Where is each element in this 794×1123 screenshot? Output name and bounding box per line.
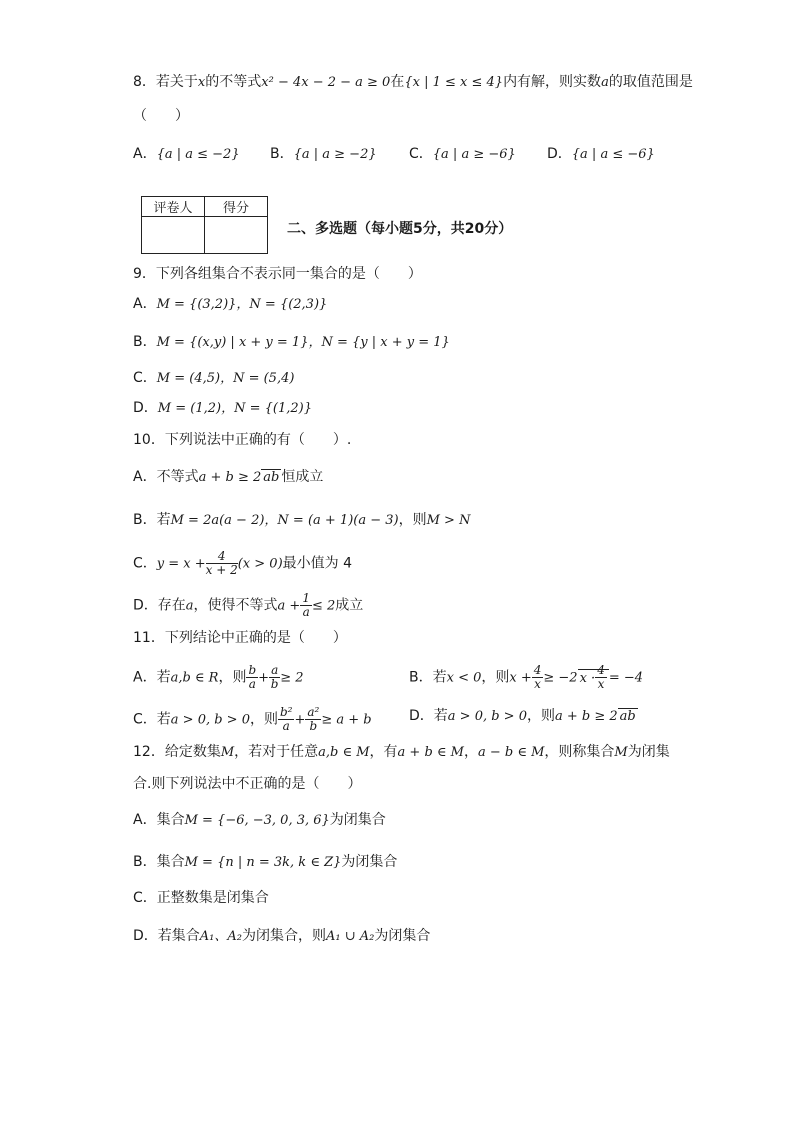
q8-option-a: A．{a | a ≤ −2} bbox=[133, 146, 240, 162]
score-cell[interactable] bbox=[205, 217, 268, 254]
fraction: $\frac{b}{a}$ bbox=[248, 663, 257, 691]
q9-stem: 9．下列各组集合不表示同一集合的是（ ） bbox=[133, 266, 422, 282]
fraction: $\frac{a}{b}$ bbox=[270, 663, 279, 691]
fraction: $\frac{\text{a²}}{b}$ bbox=[307, 705, 320, 733]
q10-option-d: D．存在a，使得不等式a + $\frac{1}{a}$ ≤ 2成立 bbox=[133, 591, 364, 619]
q11-option-d: D．若a > 0, b > 0，则a + b ≥ 2 ab bbox=[409, 708, 636, 724]
q12-stem-line1: 12．给定数集M，若对于任意a,b ∈ M，有a + b ∈ M，a − b ∈ M，则称集合M为闭集 bbox=[133, 744, 670, 760]
fraction: $\frac{4}{x}$ bbox=[597, 663, 605, 691]
fraction: $\frac{1}{a}$ bbox=[302, 591, 310, 619]
q9-option-c: C．M = (4,5)，N = (5,4) bbox=[133, 370, 295, 386]
q10-option-c: C．y = x + $\frac{4}{x + 2}$ (x > 0)最小值为 4 bbox=[133, 549, 352, 577]
fraction: $\frac{\text{b²}}{a}$ bbox=[279, 705, 293, 733]
q8-option-c: C．{a | a ≥ −6} bbox=[409, 146, 516, 162]
q8-option-d: D．{a | a ≤ −6} bbox=[547, 146, 655, 162]
reviewer-header: 评卷人 bbox=[142, 197, 205, 217]
fraction: $\frac{4}{x}$ bbox=[533, 663, 542, 691]
q8-option-b: B．{a | a ≥ −2} bbox=[270, 146, 377, 162]
square-root: x · $\frac{4}{x}$ bbox=[578, 669, 609, 686]
q11-stem: 11．下列结论中正确的是（ ） bbox=[133, 630, 347, 646]
q10-option-b: B．若M = 2a(a − 2)，N = (a + 1)(a − 3)，则M > N bbox=[133, 512, 471, 528]
q10-option-a: A．不等式a + b ≥ 2 ab 恒成立 bbox=[133, 469, 324, 485]
q12-option-d: D．若集合A₁、A₂为闭集合，则A₁ ∪ A₂为闭集合 bbox=[133, 928, 431, 944]
q11-option-c: C．若a > 0, b > 0，则 $\frac{\text{b²}}{a}$ + $\frac{\text{a²}}{b}$ ≥ a + b bbox=[133, 705, 372, 733]
q8-paren: （ ） bbox=[133, 108, 189, 124]
q12-option-a: A．集合M = {−6, −3, 0, 3, 6}为闭集合 bbox=[133, 812, 386, 828]
q12-option-c: C．正整数集是闭集合 bbox=[133, 890, 269, 906]
q9-option-a: A．M = {(3,2)}，N = {(2,3)} bbox=[133, 296, 328, 312]
reviewer-cell[interactable] bbox=[142, 217, 205, 254]
fraction: $\frac{4}{x + 2}$ bbox=[205, 549, 238, 577]
score-header: 得分 bbox=[205, 197, 268, 217]
q8-stem: 8．若关于x的不等式x² − 4x − 2 − a ≥ 0在{x | 1 ≤ x ≤ 4}内有解，则实数a的取值范围是 bbox=[133, 74, 693, 90]
q12-option-b: B．集合M = {n | n = 3k, k ∈ Z}为闭集合 bbox=[133, 854, 398, 870]
q11-option-a: A．若a,b ∈ R，则 $\frac{b}{a}$ + $\frac{a}{b}$ ≥ 2 bbox=[133, 663, 304, 691]
q11-option-b: B．若x < 0，则x + $\frac{4}{x}$ ≥ −2 x · $\frac{4}{x}$ = −4 bbox=[409, 663, 644, 691]
q9-option-b: B．M = {(x,y) | x + y = 1}，N = {y | x + y = 1} bbox=[133, 334, 450, 350]
q10-stem: 10．下列说法中正确的有（ ）. bbox=[133, 432, 352, 448]
q12-stem-line2: 合.则下列说法中不正确的是（ ） bbox=[133, 776, 362, 792]
q9-option-d: D．M = (1,2)，N = {(1,2)} bbox=[133, 400, 312, 416]
score-table bbox=[141, 196, 268, 254]
section-title: 二、多选题（每小题5分，共20分） bbox=[287, 221, 513, 237]
